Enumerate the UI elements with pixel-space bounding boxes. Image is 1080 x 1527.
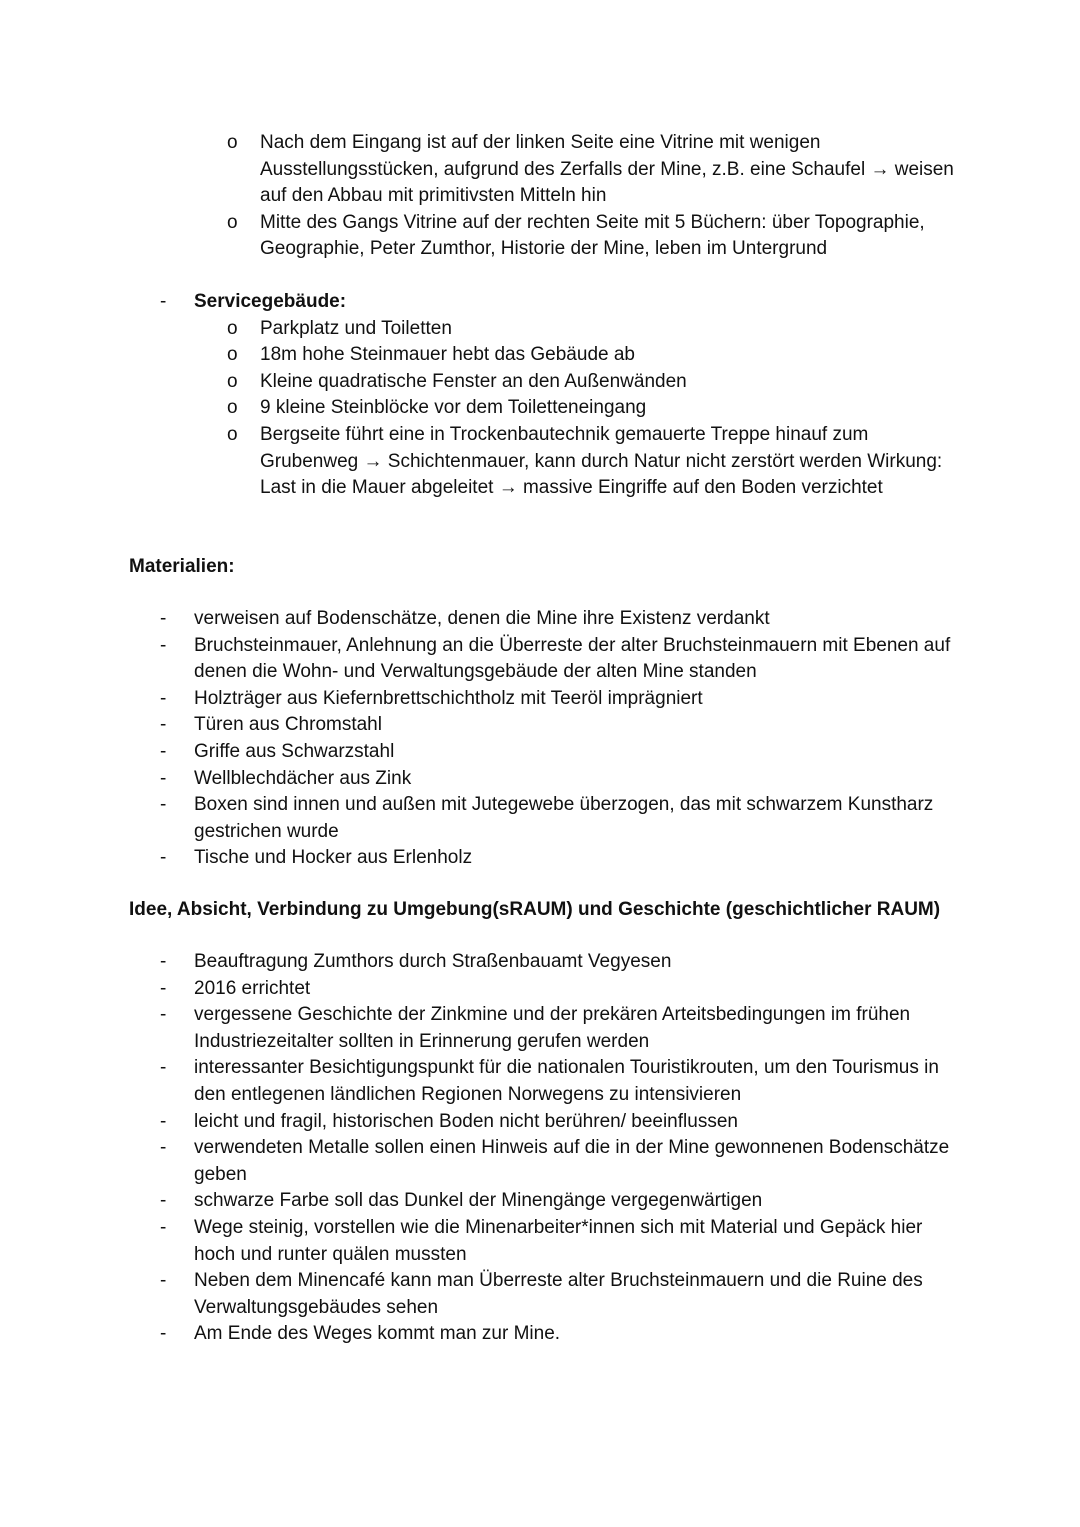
list-item-text: Türen aus Chromstahl [194,714,382,736]
list-item [0,130,1080,210]
list-item-text: Wellblechdächer aus Zink [194,767,412,789]
materials-heading: Materialien: [129,556,235,577]
materials-list [0,606,1080,872]
bullet-dash: - [160,1004,167,1026]
list-item [0,1109,1080,1136]
bullet-circle: o [227,132,238,153]
bullet-dash: - [160,794,167,816]
list-item-text: Neben dem Minencafé kann man Überreste alter Bruchsteinmauern und die Ruine des Verwaltungsgebäudes sehen [194,1270,923,1318]
list-item [0,422,1080,502]
list-item-text: Parkplatz und Toiletten [260,317,452,339]
list-item-text: Bruchsteinmauer, Anlehnung an die Überreste der alter Bruchsteinmauern mit Ebenen auf denen die Wohn- und Verwaltungsgebäude der alten Mine standen [194,634,951,683]
list-item-text: leicht und fragil, historischen Boden nicht berühren/ beeinflussen [194,1110,738,1132]
bullet-circle: o [227,344,238,366]
list-item [0,1002,1080,1055]
service-section [0,289,1080,502]
bullet-dash: - [160,1270,167,1292]
list-item-text: 2016 errichtet [194,977,311,999]
list-item [0,1055,1080,1108]
list-item-text: 18m hohe Steinmauer hebt das Gebäude ab [260,344,635,366]
list-item [0,369,1080,396]
list-item-text: verwendeten Metalle sollen einen Hinweis auf die in der Mine gewonnenen Bodenschätze geben [194,1137,950,1185]
list-item-text: Bergseite führt eine in Trockenbautechnik gemauerte Treppe hinauf zum Grubenweg → Schichtenmauer, kann durch Natur nicht zerstört werden Wirkung: Last in die Mauer abgeleitet → massive Eingriffe auf den Boden verzichtet [260,423,943,499]
bullet-circle: o [227,211,238,233]
bullet-dash: - [160,608,167,629]
bullet-dash: - [160,847,167,869]
list-item-text: Mitte des Gangs Vitrine auf der rechten Seite mit 5 Büchern: über Topographie, Geographie, Peter Zumthor, Historie der Mine, leben im Untergrund [260,211,925,260]
list-item-text: Holzträger aus Kiefernbrettschichtholz mit Teeröl imprägniert [194,687,703,709]
list-item-text: verweisen auf Bodenschätze, denen die Mine ihre Existenz verdankt [194,608,770,629]
bullet-dash: - [160,1137,167,1159]
list-item-text: Wege steinig, vorstellen wie die Minenarbeiter*innen sich mit Material und Gepäck hier hoch und runter quälen mussten [194,1216,923,1265]
service-title: Servicegebäude: [194,291,347,312]
idea-heading: Idee, Absicht, Verbindung zu Umgebung(sRAUM) und Geschichte (geschichtlicher RAUM) [129,899,941,920]
list-item [0,845,1080,872]
list-item [0,949,1080,976]
list-item-text: interessanter Besichtigungspunkt für die nationalen Touristikrouten, um den Tourismus in den entlegenen ländlichen Regionen Norwegens zu intensivieren [194,1057,939,1105]
list-item [0,1135,1080,1188]
list-item [0,792,1080,845]
list-item-text: vergessene Geschichte der Zinkmine und der prekären Arteitsbedingungen im frühen Industriezeitalter sollten in Erinnerung gerufen werden [194,1004,911,1052]
list-item [0,1268,1080,1321]
bullet-circle: o [227,370,238,392]
bullet-dash: - [160,1057,167,1079]
top-sublist [0,130,1080,263]
list-item [0,1215,1080,1268]
list-item [0,766,1080,793]
list-item [0,289,1080,316]
list-item-text: Am Ende des Weges kommt man zur Mine. [194,1323,561,1345]
list-item-text: Kleine quadratische Fenster an den Außenwänden [260,370,687,392]
list-item [0,316,1080,343]
list-item-text: Tische und Hocker aus Erlenholz [194,847,473,869]
list-item-text: Nach dem Eingang ist auf der linken Seite eine Vitrine mit wenigen Ausstellungsstücken, aufgrund des Zerfalls der Mine, z.B. eine Schaufel → weisen auf den Abbau mit primitivsten Mitteln hin [260,132,954,207]
list-item [0,712,1080,739]
list-item-text: 9 kleine Steinblöcke vor dem Toiletteneingang [260,397,647,419]
bullet-dash: - [160,1216,167,1238]
bullet-dash: - [160,687,167,709]
bullet-dash: - [160,1323,167,1345]
bullet-dash: - [160,1110,167,1132]
list-item [0,633,1080,686]
list-item [0,686,1080,713]
list-item [0,342,1080,369]
list-item [0,210,1080,263]
list-item [0,976,1080,1003]
bullet-dash: - [160,740,167,762]
bullet-dash: - [160,291,167,312]
bullet-dash: - [160,1190,167,1212]
list-item-text: Beauftragung Zumthors durch Straßenbauamt Vegyesen [194,951,672,972]
list-item-text: Griffe aus Schwarzstahl [194,740,395,762]
list-item-text: Boxen sind innen und außen mit Jutegewebe überzogen, das mit schwarzem Kunstharz gestrichen wurde [194,794,934,842]
list-item [0,395,1080,422]
list-item [0,606,1080,633]
bullet-dash: - [160,951,167,972]
list-item [0,739,1080,766]
list-item [0,1188,1080,1215]
bullet-circle: o [227,317,238,339]
bullet-circle: o [227,397,238,419]
list-item [0,1321,1080,1348]
bullet-circle: o [227,423,238,445]
bullet-dash: - [160,977,167,999]
bullet-dash: - [160,634,167,656]
idea-list [0,949,1080,1348]
bullet-dash: - [160,714,167,736]
list-item-text: schwarze Farbe soll das Dunkel der Minengänge vergegenwärtigen [194,1190,763,1212]
bullet-dash: - [160,767,167,789]
